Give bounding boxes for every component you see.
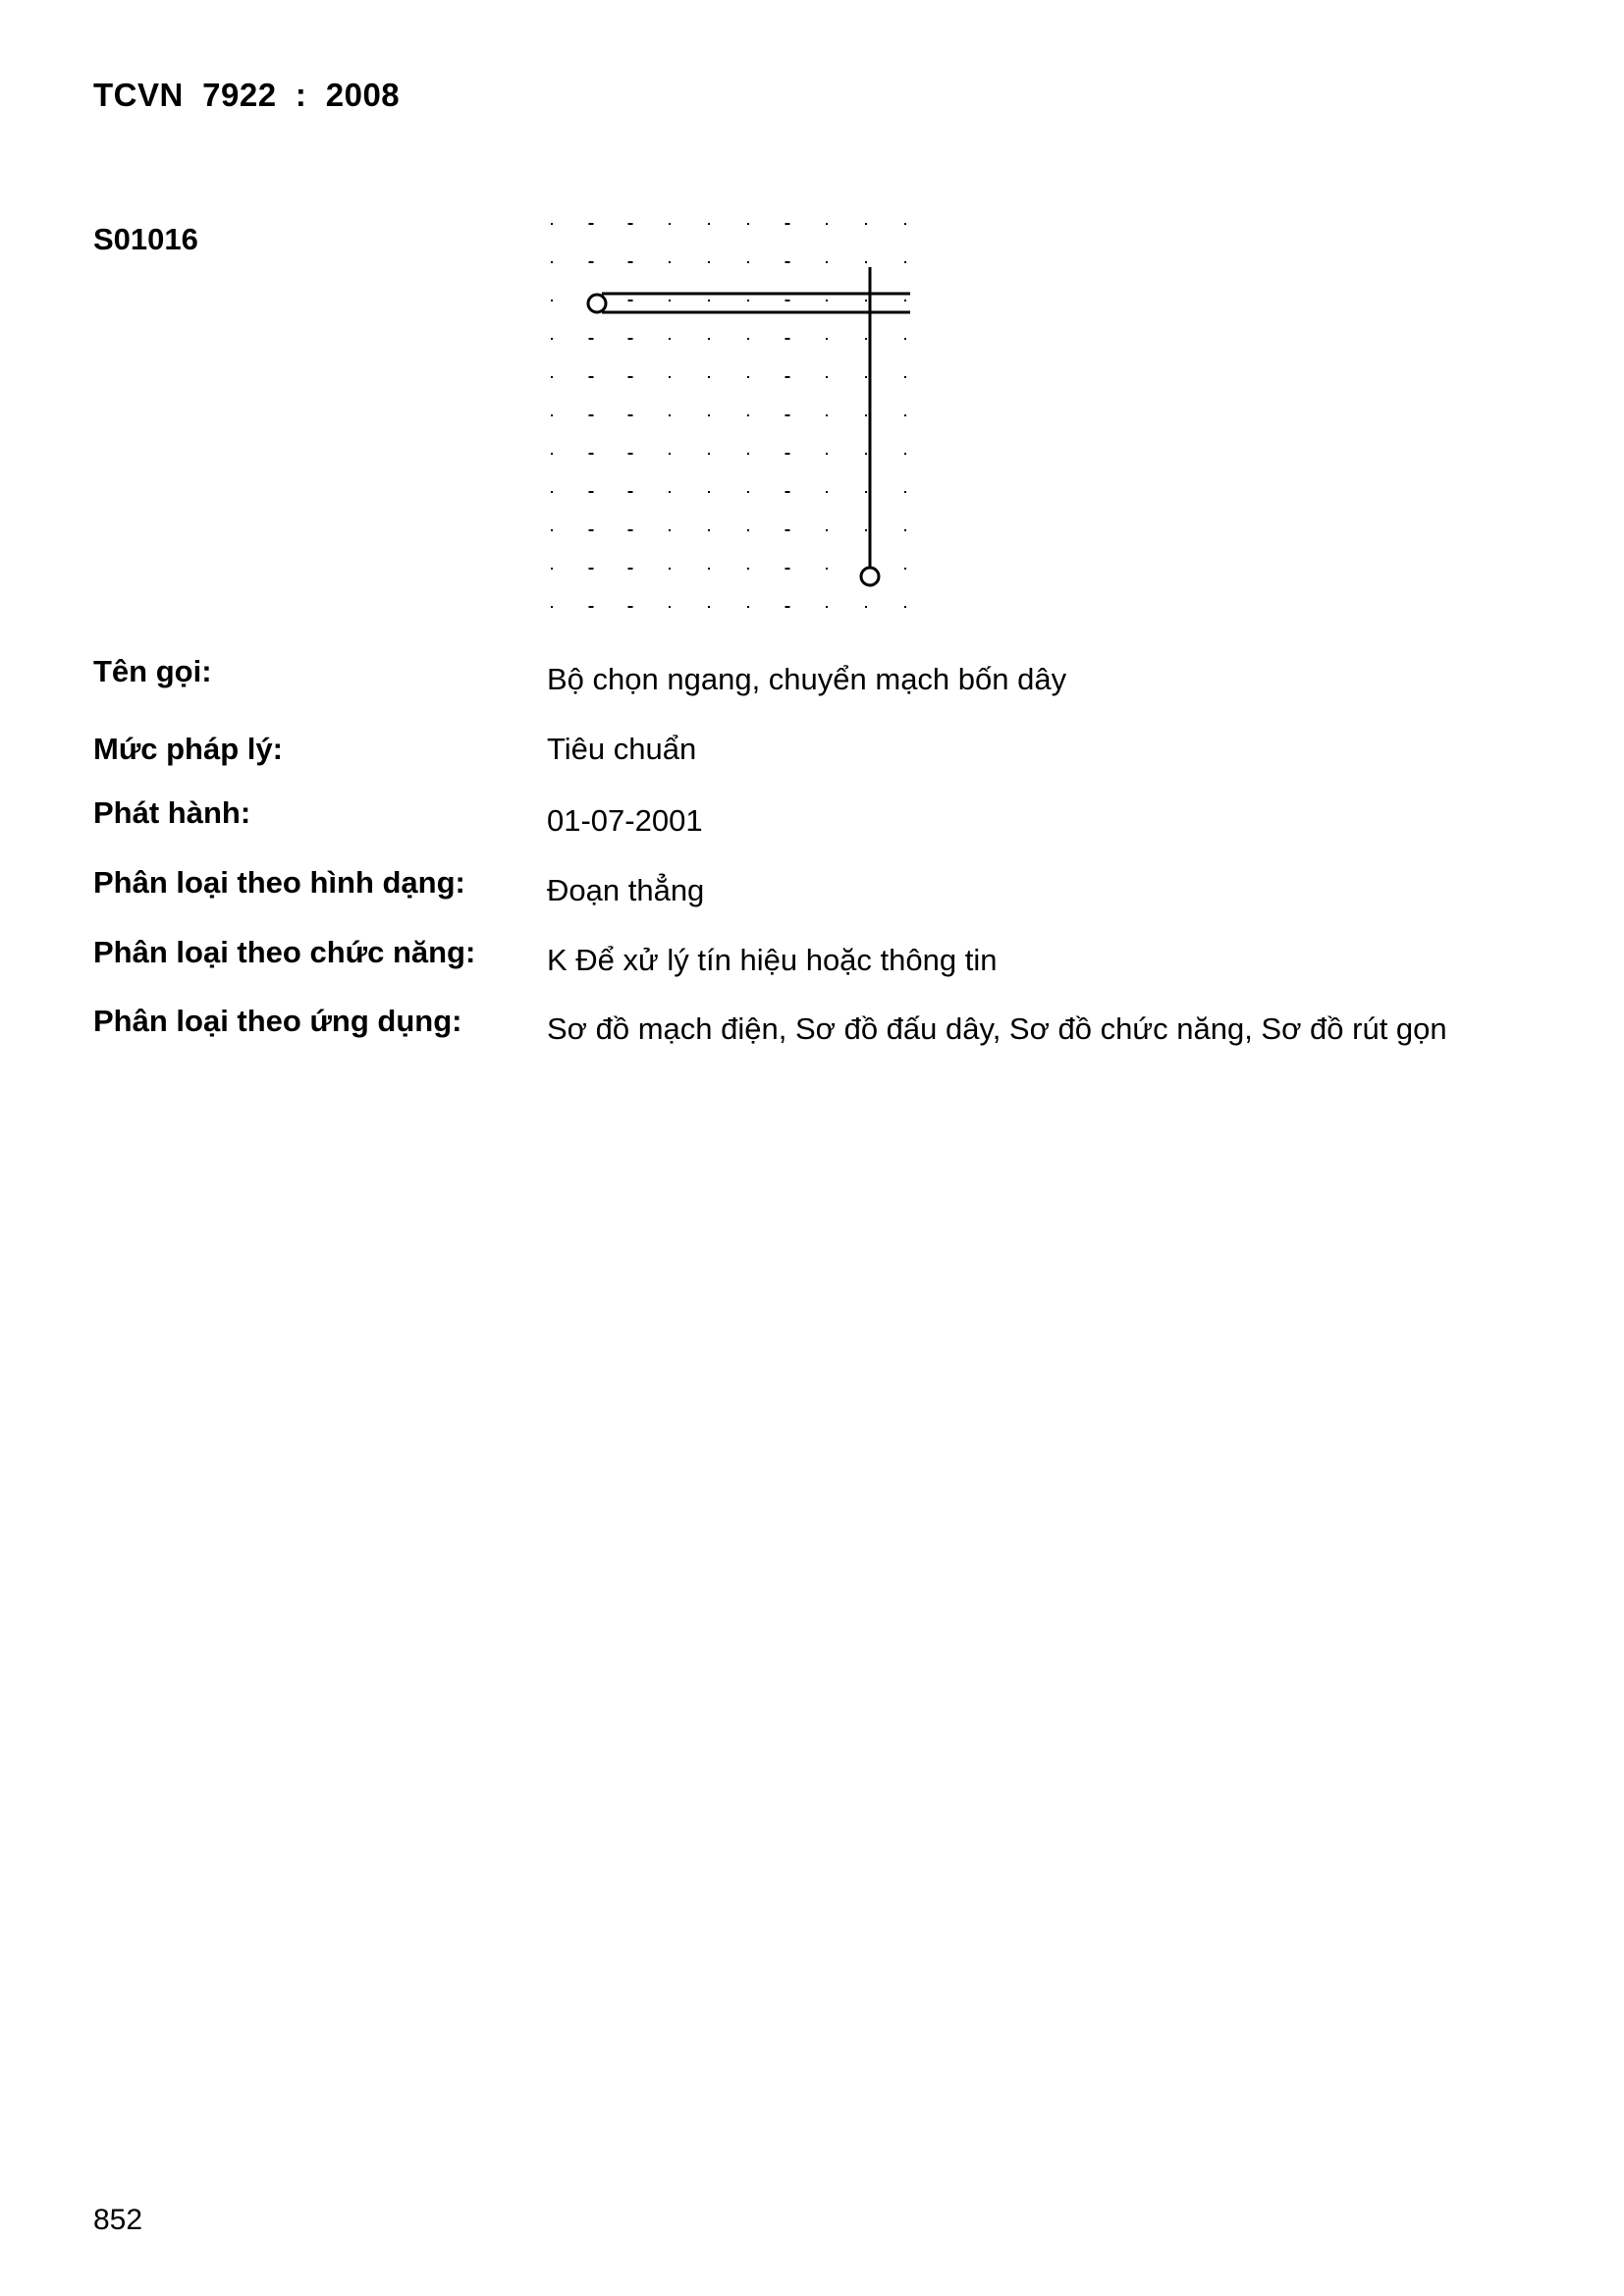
field-label: Phát hành:: [93, 795, 251, 830]
grid-dot: [826, 376, 828, 378]
grid-dot: [785, 300, 790, 301]
grid-dot: [826, 223, 828, 225]
grid-dot: [589, 223, 594, 225]
grid-dot: [865, 376, 867, 378]
grid-dot: [589, 453, 594, 455]
grid-dot: [628, 491, 633, 493]
grid-dot: [669, 491, 671, 493]
grid-dot: [865, 223, 867, 225]
dot-grid: [551, 223, 906, 608]
grid-dot: [551, 300, 553, 301]
grid-dot: [826, 414, 828, 416]
grid-dot: [865, 300, 867, 301]
grid-dot: [826, 529, 828, 531]
grid-dot: [628, 300, 633, 301]
grid-dot: [669, 568, 671, 570]
grid-dot: [589, 491, 594, 493]
grid-dot: [628, 338, 633, 340]
grid-dot: [747, 606, 749, 608]
grid-dot: [628, 223, 633, 225]
symbol-wires: [588, 267, 910, 585]
grid-dot: [747, 568, 749, 570]
grid-dot: [865, 261, 867, 263]
grid-dot: [708, 529, 710, 531]
grid-dot: [628, 453, 633, 455]
field-value: 01-07-2001: [547, 803, 703, 838]
grid-dot: [865, 606, 867, 608]
grid-dot: [708, 453, 710, 455]
grid-dot: [708, 414, 710, 416]
grid-dot: [669, 338, 671, 340]
grid-dot: [551, 414, 553, 416]
field-value: Tiêu chuẩn: [547, 732, 697, 766]
grid-dot: [865, 453, 867, 455]
grid-dot: [589, 568, 594, 570]
grid-dot: [904, 529, 906, 531]
grid-dot: [551, 261, 553, 263]
grid-dot: [589, 261, 594, 263]
grid-dot: [826, 261, 828, 263]
grid-dot: [551, 568, 553, 570]
grid-dot: [785, 338, 790, 340]
grid-dot: [551, 453, 553, 455]
grid-dot: [551, 376, 553, 378]
grid-dot: [669, 300, 671, 301]
grid-dot: [669, 453, 671, 455]
grid-dot: [747, 529, 749, 531]
grid-dot: [669, 223, 671, 225]
grid-dot: [589, 414, 594, 416]
grid-dot: [669, 606, 671, 608]
grid-dot: [826, 606, 828, 608]
field-label: Phân loại theo ứng dụng:: [93, 1004, 462, 1038]
grid-dot: [589, 529, 594, 531]
grid-dot: [628, 261, 633, 263]
document-header: TCVN 7922 : 2008: [93, 77, 401, 113]
field-value: Bộ chọn ngang, chuyển mạch bốn dây: [547, 662, 1067, 696]
grid-dot: [669, 414, 671, 416]
grid-dot: [785, 414, 790, 416]
grid-dot: [904, 261, 906, 263]
grid-dot: [785, 261, 790, 263]
grid-dot: [785, 606, 790, 608]
grid-dot: [826, 491, 828, 493]
grid-dot: [551, 529, 553, 531]
field-value: K Để xử lý tín hiệu hoặc thông tin: [547, 943, 998, 977]
grid-dot: [747, 300, 749, 301]
grid-dot: [826, 300, 828, 301]
field-label: Phân loại theo hình dạng:: [93, 865, 465, 900]
grid-dot: [904, 338, 906, 340]
terminal-circle-bottom: [861, 568, 879, 585]
grid-dot: [747, 223, 749, 225]
symbol-code: S01016: [93, 222, 198, 256]
terminal-circle-left: [588, 295, 606, 312]
grid-dot: [747, 453, 749, 455]
grid-dot: [708, 300, 710, 301]
grid-dot: [708, 338, 710, 340]
grid-dot: [785, 376, 790, 378]
field-label: Phân loại theo chức năng:: [93, 935, 476, 969]
grid-dot: [708, 568, 710, 570]
grid-dot: [904, 223, 906, 225]
grid-dot: [826, 453, 828, 455]
grid-dot: [628, 568, 633, 570]
grid-dot: [708, 491, 710, 493]
grid-dot: [589, 338, 594, 340]
grid-dot: [826, 568, 828, 570]
grid-dot: [551, 223, 553, 225]
grid-dot: [669, 376, 671, 378]
grid-dot: [551, 491, 553, 493]
grid-dot: [785, 568, 790, 570]
grid-dot: [628, 606, 633, 608]
grid-dot: [865, 529, 867, 531]
grid-dot: [708, 223, 710, 225]
grid-dot: [747, 338, 749, 340]
grid-dot: [747, 414, 749, 416]
grid-dot: [904, 568, 906, 570]
grid-dot: [904, 300, 906, 301]
grid-dot: [551, 606, 553, 608]
grid-dot: [785, 529, 790, 531]
grid-dot: [904, 606, 906, 608]
grid-dot: [589, 376, 594, 378]
grid-dot: [865, 338, 867, 340]
grid-dot: [785, 453, 790, 455]
grid-dot: [708, 261, 710, 263]
grid-dot: [865, 414, 867, 416]
grid-dot: [904, 376, 906, 378]
grid-dot: [708, 376, 710, 378]
grid-dot: [785, 491, 790, 493]
grid-dot: [747, 491, 749, 493]
grid-dot: [904, 453, 906, 455]
grid-dot: [865, 491, 867, 493]
grid-dot: [628, 529, 633, 531]
grid-dot: [669, 529, 671, 531]
grid-dot: [785, 223, 790, 225]
grid-dot: [826, 338, 828, 340]
grid-dot: [747, 376, 749, 378]
field-label: Mức pháp lý:: [93, 732, 283, 766]
symbol-figure: [535, 211, 928, 624]
grid-dot: [551, 338, 553, 340]
grid-dot: [708, 606, 710, 608]
grid-dot: [669, 261, 671, 263]
grid-dot: [747, 261, 749, 263]
grid-dot: [628, 376, 633, 378]
field-value: Sơ đồ mạch điện, Sơ đồ đấu dây, Sơ đồ chức năng, Sơ đồ rút gọn: [547, 1011, 1447, 1046]
grid-dot: [628, 414, 633, 416]
grid-dot: [589, 606, 594, 608]
grid-dot: [904, 414, 906, 416]
grid-dot: [904, 491, 906, 493]
field-value: Đoạn thẳng: [547, 873, 705, 907]
field-label: Tên gọi:: [93, 654, 212, 688]
page-number: 852: [93, 2204, 143, 2236]
